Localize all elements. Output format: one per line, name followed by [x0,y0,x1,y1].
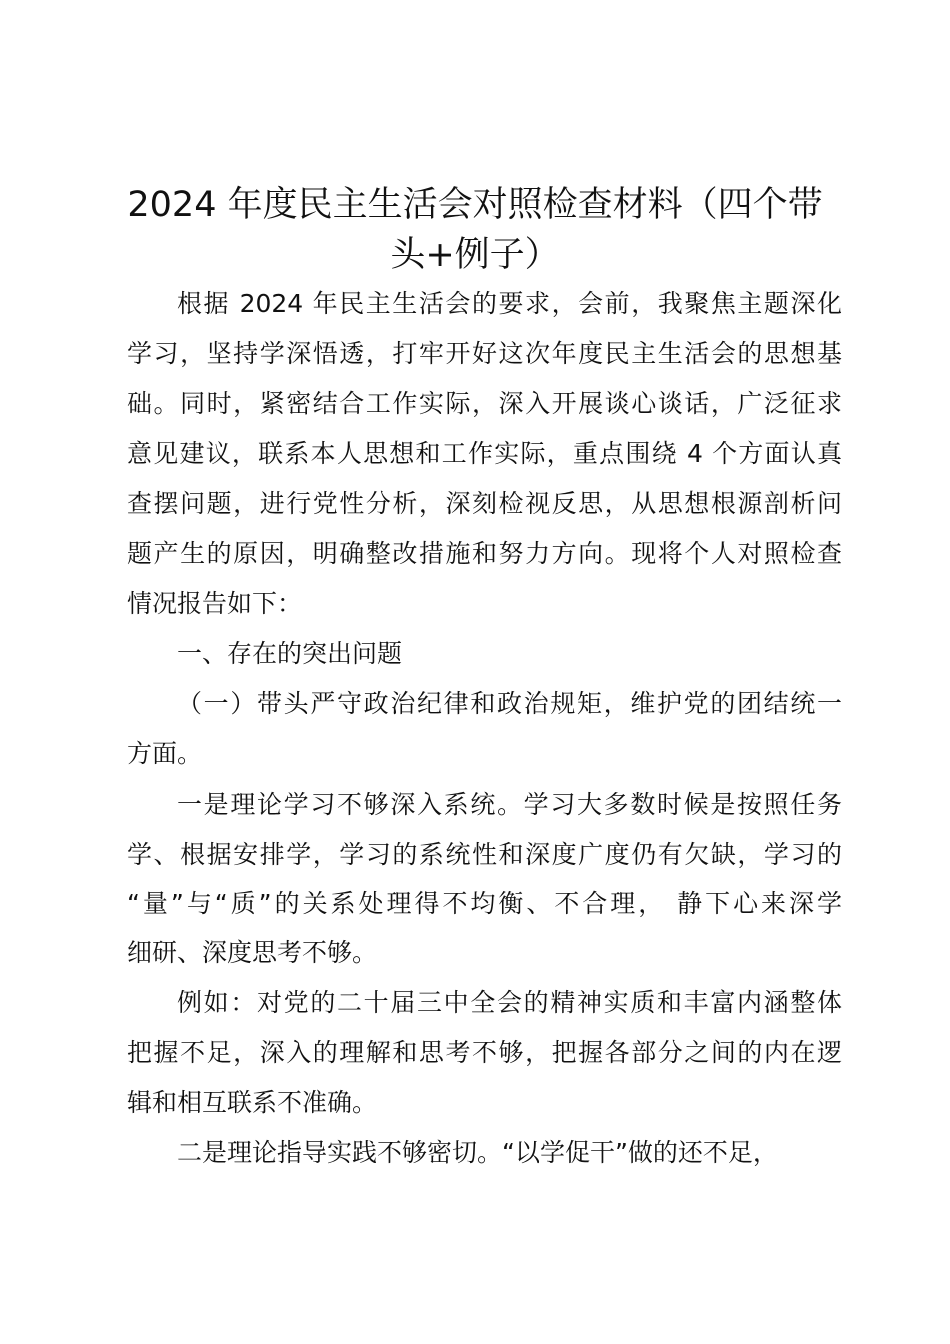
example-line-1: 例如：对党的二十届三中全会的精神实质和丰富内涵整体 [177,988,842,1017]
intro-line-6: 题产生的原因，明确整改措施和努力方向。现将个人对照检查 [127,539,842,568]
section-heading-1: 一、存在的突出问题 [177,639,403,668]
point-one-line-1: 一是理论学习不够深入系统。学习大多数时候是按照任务 [177,790,842,819]
intro-line-3: 础。同时，紧密结合工作实际，深入开展谈心谈话，广泛征求 [127,389,842,418]
point-one-line-3: “量”与“质”的关系处理得不均衡、不合理， 静下心来深学 [127,889,842,918]
subsection-heading-line-2: 方面。 [127,739,203,768]
example-line-2: 把握不足，深入的理解和思考不够，把握各部分之间的内在逻 [127,1038,842,1067]
intro-line-4: 意见建议，联系本人思想和工作实际，重点围绕 4 个方面认真 [127,439,842,468]
intro-line-2: 学习，坚持学深悟透，打牢开好这次年度民主生活会的思想基 [127,339,842,368]
intro-line-5: 查摆问题，进行党性分析，深刻检视反思，从思想根源剖析问 [127,489,842,518]
title-line-1: 2024 年度民主生活会对照检查材料（四个带 [127,185,823,225]
intro-line-1: 根据 2024 年民主生活会的要求，会前，我聚焦主题深化 [177,289,842,318]
subsection-heading-line-1: （一）带头严守政治纪律和政治规矩，维护党的团结统一 [177,689,842,718]
title-line-2: 头+例子） [390,235,560,275]
intro-line-7: 情况报告如下： [127,589,303,618]
document-title [110,180,840,280]
example-line-3: 辑和相互联系不准确。 [127,1088,378,1117]
point-one-line-2: 学、根据安排学，学习的系统性和深度广度仍有欠缺，学习的 [127,840,842,869]
point-one-line-4: 细研、深度思考不够。 [127,938,378,967]
point-two-line-1: 二是理论指导实践不够密切。“以学促干”做的还不足， [177,1138,778,1167]
